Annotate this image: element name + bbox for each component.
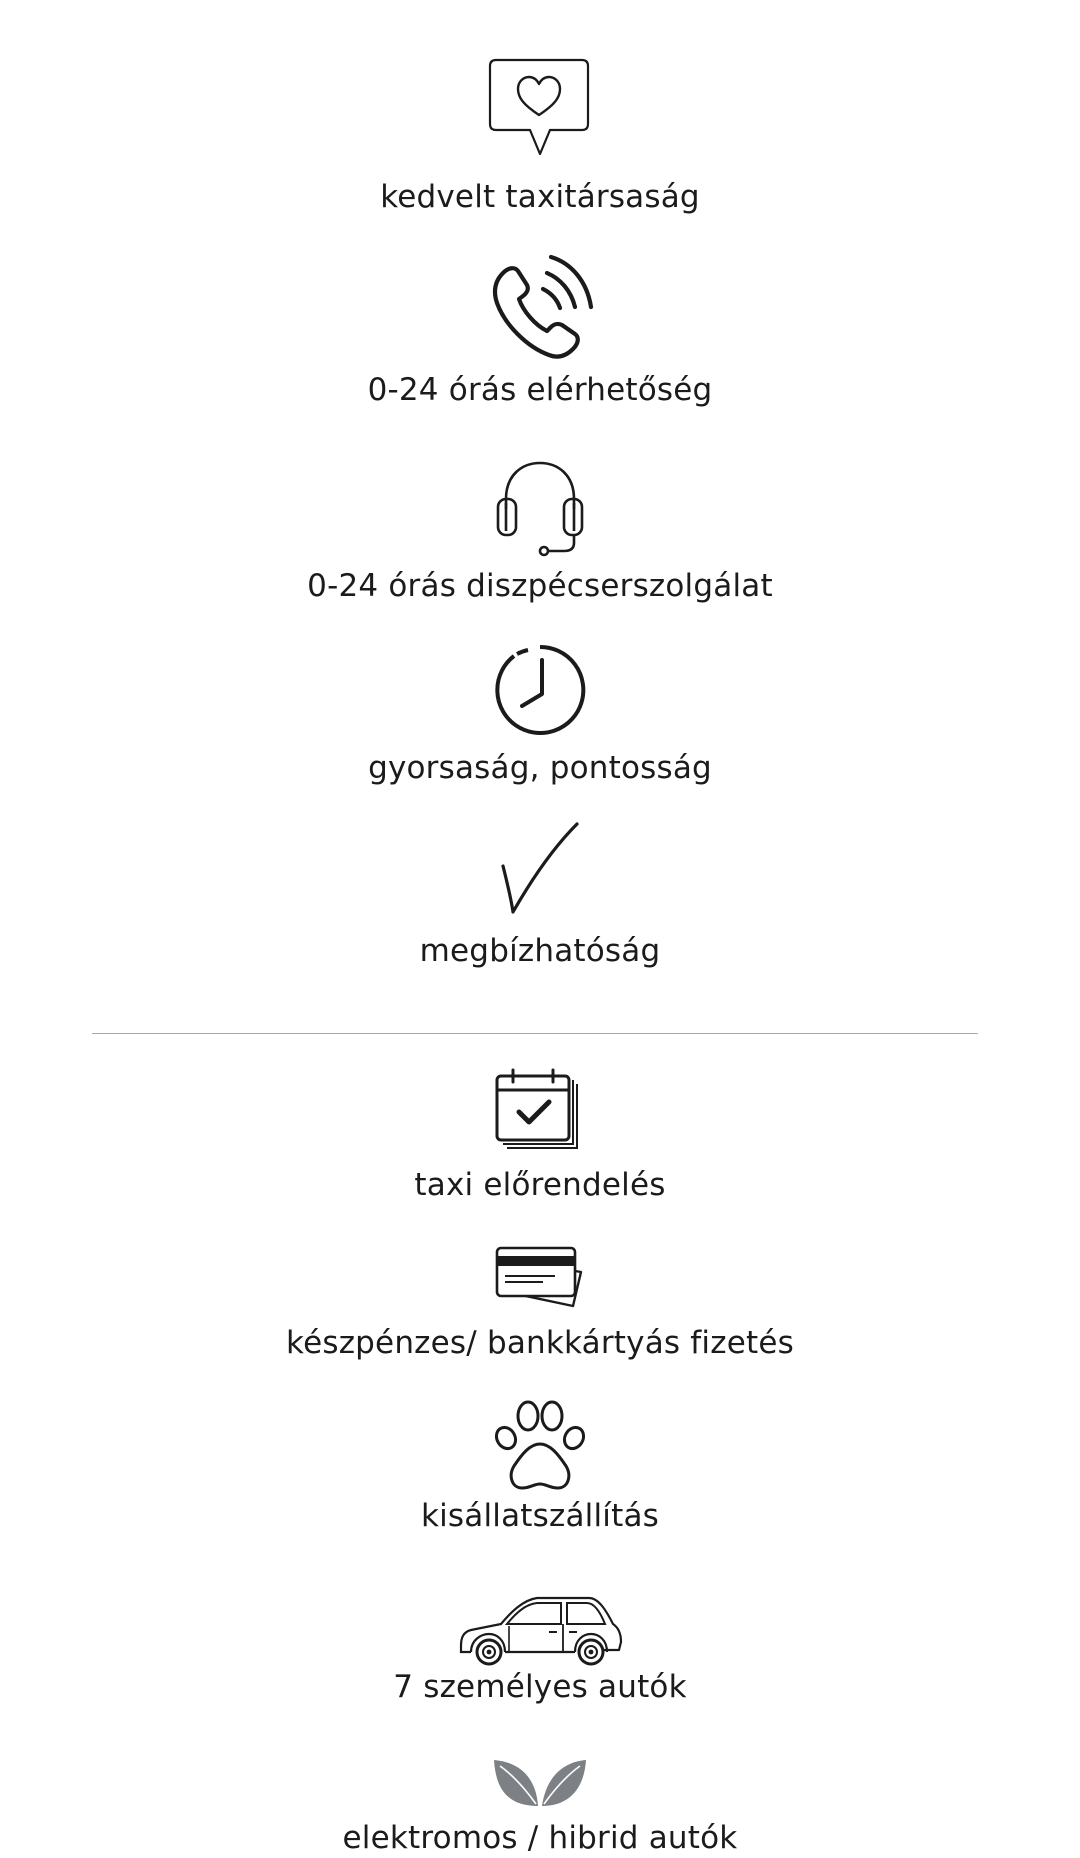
feature-label: gyorsaság, pontosság	[368, 750, 712, 786]
headset-icon	[0, 459, 1080, 559]
phone-ringing-icon	[0, 253, 1080, 365]
checkmark-icon	[0, 822, 1080, 916]
feature-label: kisállatszállítás	[420, 1498, 660, 1534]
calendar-check-icon	[0, 1068, 1080, 1152]
feature-label: elektromos / hibrid autók	[342, 1820, 738, 1856]
feature-label: taxi előrendelés	[414, 1167, 666, 1203]
feature-label: készpénzes/ bankkártyás fizetés	[286, 1325, 794, 1361]
feature-label: 0-24 órás elérhetőség	[367, 372, 713, 408]
car-icon	[0, 1594, 1080, 1666]
credit-card-icon	[0, 1244, 1080, 1312]
feature-label: megbízhatóság	[419, 933, 661, 969]
feature-label: 0-24 órás diszpécserszolgálat	[307, 568, 773, 604]
feature-label: kedvelt taxitársaság	[380, 179, 700, 215]
feature-label: 7 személyes autók	[393, 1669, 687, 1705]
section-divider	[92, 1033, 978, 1034]
clock-icon	[0, 642, 1080, 738]
heart-speech-bubble-icon	[0, 58, 1080, 160]
paw-print-icon	[0, 1400, 1080, 1494]
leaves-icon	[0, 1756, 1080, 1808]
